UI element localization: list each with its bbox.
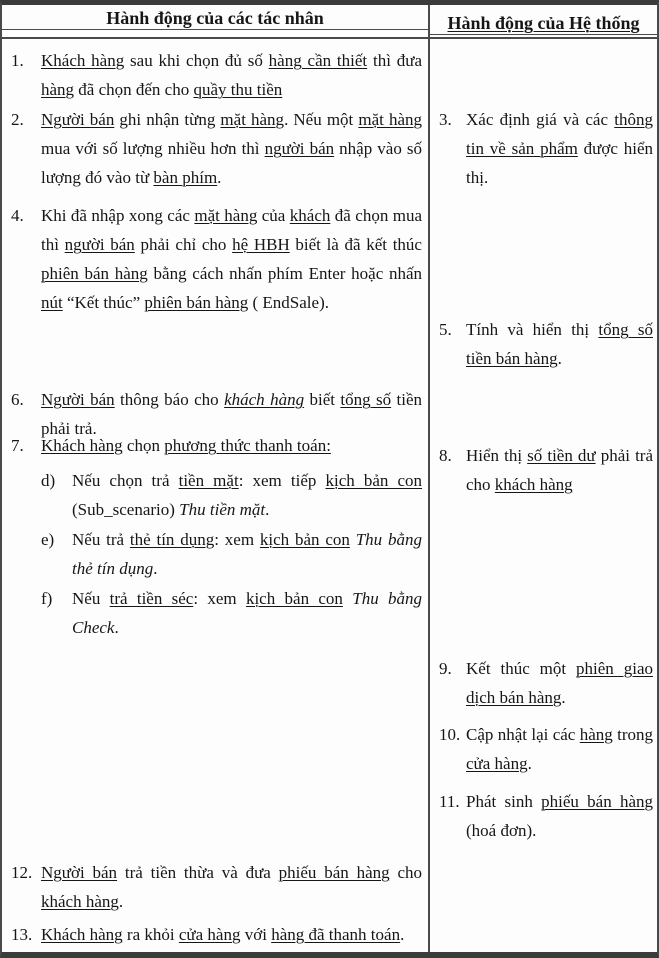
item-text: Nếu trả thẻ tín dụng: xem kịch bản con Thu bằng thẻ tín dụng. [72,530,422,578]
scenario-item-f [41,584,422,642]
item-text: Khách hàng ra khỏi cửa hàng với hàng đã thanh toán. [41,925,405,944]
item-number: 7. [11,436,24,455]
scenario-item-10 [439,720,653,778]
scenario-item-4 [11,201,422,317]
item-number: 4. [11,206,24,225]
item-number: 13. [11,925,33,944]
header-system-label: Hành động của Hệ thống [447,13,640,33]
item-number: d) [41,471,56,490]
header-actors-label: Hành động của các tác nhân [106,8,324,28]
scenario-item-12 [11,858,422,916]
item-text: Khách hàng sau khi chọn đủ số hàng cần thiết thì đưa hàng đã chọn đến cho quầy thu tiền [41,51,422,99]
scenario-item-1 [11,46,422,104]
scenario-item-2 [11,105,422,192]
actors-column [2,39,428,952]
header-cell-system [428,5,657,37]
scenario-item-d [41,466,422,524]
item-number: 1. [11,51,24,70]
item-number: 2. [11,110,24,129]
item-number: 5. [439,320,452,339]
table-header-row [2,5,657,39]
item-text: Nếu chọn trả tiền mặt: xem tiếp kịch bản con (Sub_scenario) Thu tiền mặt. [72,471,423,519]
item-text: Kết thúc một phiên giao dịch bán hàng. [466,659,653,707]
scenario-item-8 [439,441,653,499]
item-text: Người bán ghi nhận từng mặt hàng. Nếu một mặt hàng mua với số lượng nhiều hơn thì người bán nhập vào số lượng đó vào từ bàn phím. [41,110,422,187]
item-text: Phát sinh phiếu bán hàng (hoá đơn). [466,792,654,840]
item-text: Tính và hiển thị tổng số tiền bán hàng. [466,320,654,368]
item-number: 8. [439,446,452,465]
item-number: 3. [439,110,452,129]
scenario-item-13 [11,920,422,949]
item-number: 10. [439,725,461,744]
item-text: Khách hàng chọn phương thức thanh toán: [41,436,331,455]
item-number: f) [41,589,53,608]
item-text: Cập nhật lại các hàng trong cửa hàng. [466,725,654,773]
item-text: Người bán trả tiền thừa và đưa phiếu bán hàng cho khách hàng. [41,863,422,911]
item-number: 12. [11,863,33,882]
item-text: Người bán thông báo cho khách hàng biết tổng số tiền phải trả. [41,390,423,438]
scenario-item-7 [11,431,422,460]
system-column [428,39,657,952]
scenario-item-e [41,525,422,583]
header-cell-actors [2,5,428,37]
scenario-item-5 [439,315,653,373]
scenario-item-3 [439,105,653,192]
item-text: Xác định giá và các thông tin về sản phẩm được hiển thị. [466,110,653,187]
item-text: Hiển thị số tiền dư phải trả cho khách hàng [466,446,653,494]
item-number: 6. [11,390,24,409]
item-text: Nếu trả tiền séc: xem kịch bản con Thu bằng Check. [72,589,422,637]
item-number: 9. [439,659,452,678]
item-number: e) [41,530,55,549]
table-body [2,39,657,952]
scenario-item-9 [439,654,653,712]
scenario-item-11 [439,787,653,845]
item-text: Khi đã nhập xong các mặt hàng của khách đã chọn mua thì người bán phải chỉ cho hệ HBH biết là đã kết thúc phiên bán hàng bằng cách nhấn phím Enter hoặc nhấn nút “Kết thúc” phiên bán hàng ( EndSale). [41,206,423,312]
item-number: 11. [439,792,460,811]
